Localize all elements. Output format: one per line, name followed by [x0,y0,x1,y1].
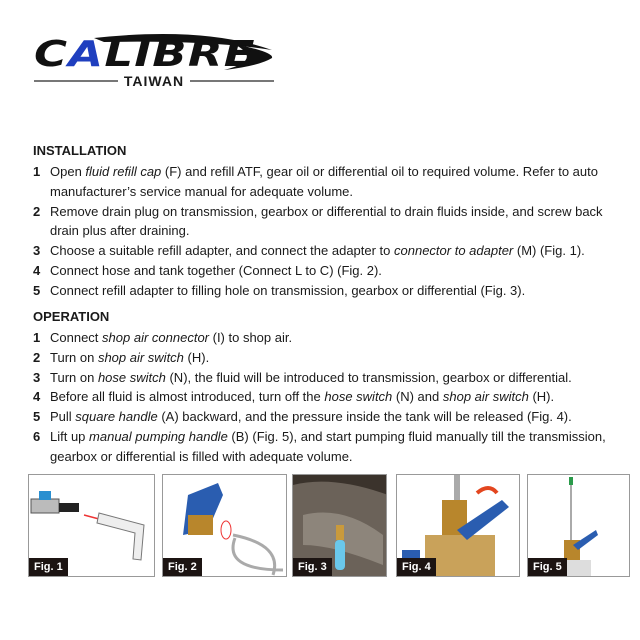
step-text-part: (H). [528,389,555,405]
step-text [50,202,610,242]
figure-2 [162,474,287,577]
step-number: 5 [33,409,41,425]
calibre-taiwan-logo [34,30,284,90]
figure-label: Fig. 3 [293,558,332,576]
figure-1 [28,474,155,577]
step-text-part: Turn on [50,349,98,365]
step-text [50,281,610,301]
step-item [33,328,610,348]
step-number: 1 [33,330,41,345]
step-number: 2 [33,349,41,365]
step-text-part: (H). [183,349,210,365]
figure-label: Fig. 1 [29,558,68,576]
step-text-part: Remove drain plug on transmission, gearbox or differential to drain fluids inside, and screw back drain plus after draining. [50,203,603,239]
figure-label: Fig. 2 [163,558,202,576]
step-number: 3 [33,243,41,259]
step-text-part: (N) and [392,389,443,405]
part-name: connector to adapter [394,243,514,259]
step-text [50,261,610,281]
figure-label: Fig. 5 [528,558,567,576]
brand-name: CALIBRE [34,34,256,75]
part-name: hose switch [97,369,166,385]
part-name: shop air connector [102,330,209,345]
figure-label: Fig. 4 [397,558,436,576]
step-text [50,162,610,202]
step-text [50,368,610,388]
step-number: 1 [33,164,41,179]
step-text-part: Lift up [50,428,90,444]
step-text-part: Before all fluid is almost introduced, turn off the [50,389,325,405]
step-text-part: (I) to shop air. [209,330,293,345]
operation-list [33,328,610,467]
step-item [33,281,610,301]
step-item [33,261,610,281]
operation-section [33,308,610,467]
step-item [33,202,610,242]
step-number: 4 [33,262,41,278]
part-name: square handle [75,409,158,425]
step-number: 2 [33,203,41,219]
step-text-part: (F) and refill ATF, gear oil or differential oil to required volume. Refer to auto manufacturer’s service manual for adequate volume. [50,164,598,199]
step-text-part: Connect [50,330,103,345]
step-text-part: Pull [50,409,76,425]
step-item [33,162,610,202]
figure-4 [396,474,520,577]
step-item [33,407,610,427]
part-name: fluid refill cap [85,164,162,179]
step-number: 3 [33,369,41,385]
step-text [50,328,610,348]
step-text-part: Turn on [50,369,98,385]
step-text-part: Choose a suitable refill adapter, and connect the adapter to [50,243,395,259]
step-item [33,387,610,407]
step-text-part: Connect hose and tank together (Connect L to C) (Fig. 2). [50,262,382,278]
step-item [33,368,610,388]
step-text-part: (B) (Fig. 5), and start pumping fluid manually till the transmission, gearbox or differential is filled with adequate volume. [50,428,606,464]
step-text-part: (N), the fluid will be introduced to transmission, gearbox or differential. [165,369,572,385]
step-number: 6 [33,428,41,444]
part-name: shop air switch [442,389,529,405]
step-text-part: (A) backward, and the pressure inside the tank will be released (Fig. 4). [157,409,572,425]
logo-subtitle: TAIWAN [34,73,274,89]
step-text-part: Open [50,164,86,179]
step-item [33,241,610,261]
part-name: shop air switch [97,349,184,365]
step-item [33,348,610,368]
step-text [50,407,610,427]
step-number: 4 [33,389,41,405]
step-item [33,427,610,467]
figure-3 [292,474,387,577]
part-name: manual pumping handle [89,428,228,444]
step-text [50,427,610,467]
part-name: hose switch [324,389,393,405]
installation-heading: INSTALLATION [33,143,127,158]
step-number: 5 [33,282,41,298]
installation-list [33,162,610,301]
figure-5 [527,474,630,577]
step-text-part: Connect refill adapter to filling hole on transmission, gearbox or differential (Fig. 3). [50,282,526,298]
step-text [50,241,610,261]
operation-heading: OPERATION [33,309,110,324]
step-text [50,387,610,407]
step-text-part: (M) (Fig. 1). [513,243,585,259]
installation-section [33,142,610,301]
step-text [50,348,610,368]
